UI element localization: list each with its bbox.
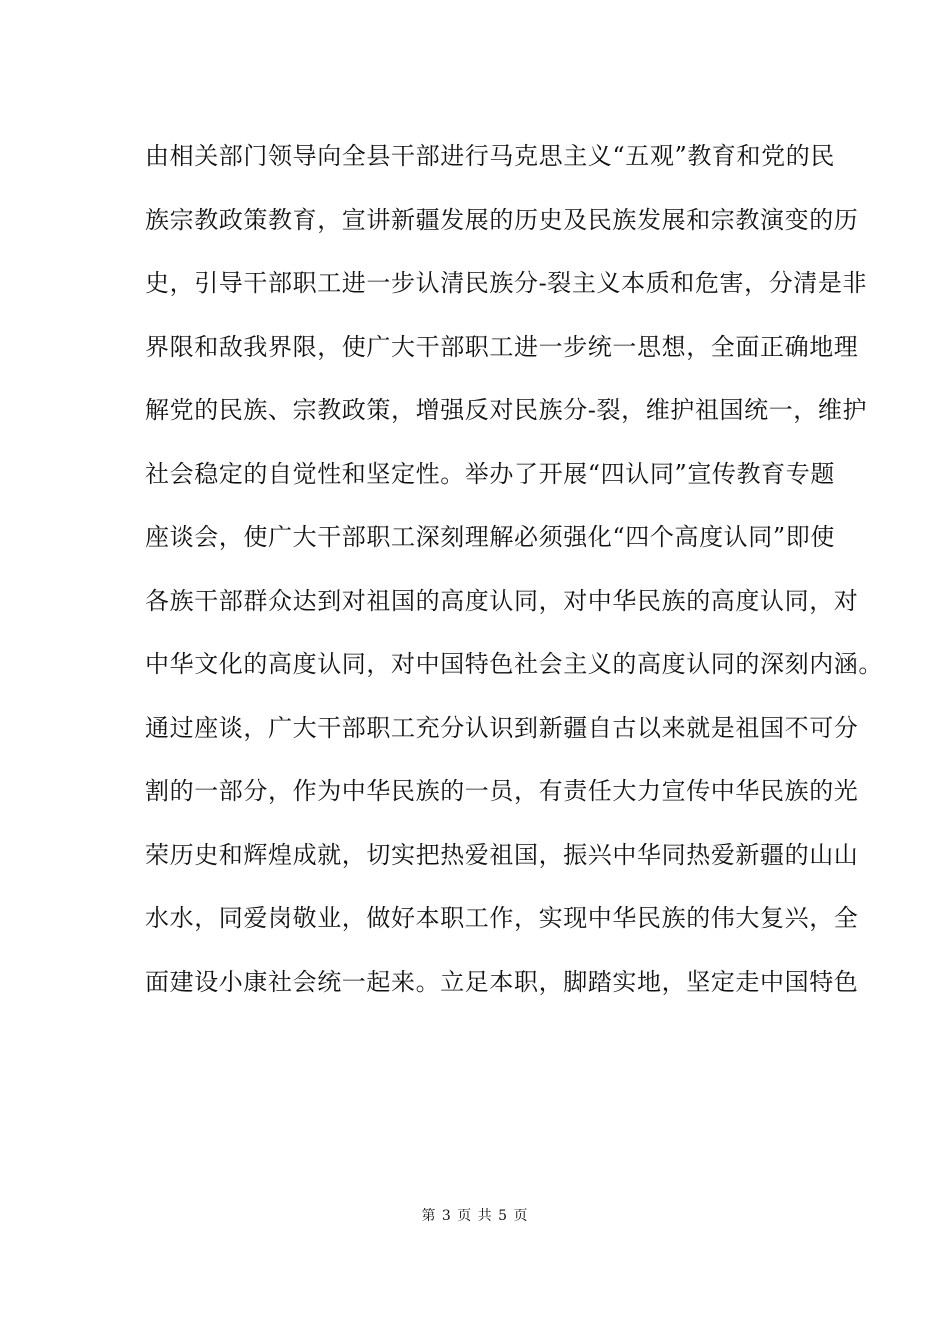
text-line-3: 史，引导干部职工进一步认清民族分-裂主义本质和危害，分清是非 xyxy=(145,269,868,297)
text-line-14: 面建设小康社会统一起来。立足本职，脚踏实地，坚定走中国特色 xyxy=(145,967,859,996)
text-line-6: 社会稳定的自觉性和坚定性。举办了开展“四认同”宣传教育专题 xyxy=(145,459,835,488)
text-line-12: 荣历史和辉煌成就，切实把热爱祖国，振兴中华同热爱新疆的山山 xyxy=(145,840,859,869)
text-line-2: 族宗教政策教育，宣讲新疆发展的历史及民族发展和宗教演变的历 xyxy=(145,205,859,234)
page-number-footer: 第 3 页 共 5 页 xyxy=(421,1208,529,1224)
text-line-4: 界限和敌我界限，使广大干部职工进一步统一思想，全面正确地理 xyxy=(145,332,859,361)
text-line-9: 中华文化的高度认同，对中国特色社会主义的高度认同的深刻内涵。 xyxy=(145,650,883,678)
text-line-11: 割的一部分，作为中华民族的一员，有责任大力宣传中华民族的光 xyxy=(145,777,859,805)
body-text xyxy=(145,132,883,1021)
text-line-5: 解党的民族、宗教政策，增强反对民族分-裂，维护祖国统一，维护 xyxy=(145,396,868,424)
text-line-7: 座谈会，使广大干部职工深刻理解必须强化“四个高度认同”即使 xyxy=(145,523,835,551)
text-line-10: 通过座谈，广大干部职工充分认识到新疆自古以来就是祖国不可分 xyxy=(145,713,859,742)
text-line-8: 各族干部群众达到对祖国的高度认同，对中华民族的高度认同，对 xyxy=(145,586,859,615)
text-line-1: 由相关部门领导向全县干部进行马克思主义“五观”教育和党的民 xyxy=(145,142,835,170)
text-line-13: 水水，同爱岗敬业，做好本职工作，实现中华民族的伟大复兴，全 xyxy=(145,904,859,932)
